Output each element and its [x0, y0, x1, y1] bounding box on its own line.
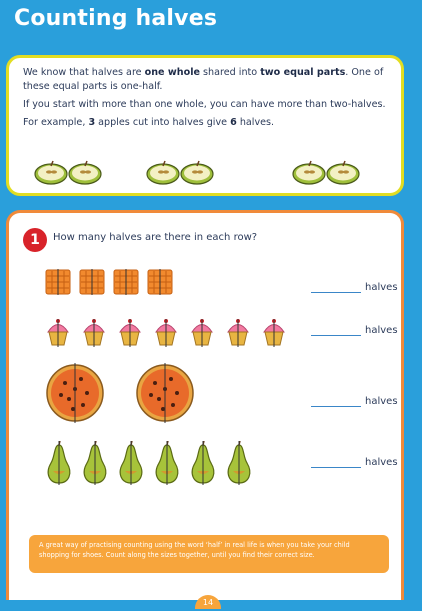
apple-half-icon: [291, 160, 327, 191]
answer-line[interactable]: [311, 292, 361, 293]
waffle-icon: [45, 269, 71, 299]
apple-half-icon: [33, 160, 69, 191]
intro-paragraph-1: We know that halves are one whole shared into two equal parts. One of these equal parts is one-half.: [23, 67, 384, 92]
page-title: Counting halves: [14, 6, 218, 31]
cupcake-icon: [153, 317, 179, 351]
pear-icon: [81, 441, 109, 489]
waffle-icon: [113, 269, 139, 299]
halves-label: halves: [365, 325, 398, 336]
pear-icon: [45, 441, 73, 489]
waffle-icon: [147, 269, 173, 299]
question-box: [6, 210, 404, 607]
cupcake-icon: [225, 317, 251, 351]
apple-halves-row: [33, 160, 393, 194]
pear-icon: [117, 441, 145, 489]
cupcake-icon: [117, 317, 143, 351]
question-number-badge: 1: [23, 228, 47, 252]
pear-icon: [153, 441, 181, 489]
apple-half-icon: [325, 160, 361, 191]
answer-line[interactable]: [311, 335, 361, 336]
intro-paragraph-2: If you start with more than one whole, you can have more than two-halves.: [23, 98, 386, 110]
answer-line[interactable]: [311, 406, 361, 407]
pear-icon: [189, 441, 217, 489]
pear-icon: [225, 441, 253, 489]
intro-paragraph-3: For example, 3 apples cut into halves give 6 halves.: [23, 116, 275, 128]
halves-label: halves: [365, 457, 398, 468]
halves-label: halves: [365, 396, 398, 407]
apple-half-icon: [67, 160, 103, 191]
halves-label: halves: [365, 282, 398, 293]
page-number: 14: [195, 595, 221, 609]
apple-half-icon: [179, 160, 215, 191]
apple-half-icon: [145, 160, 181, 191]
cupcake-icon: [261, 317, 287, 351]
waffle-icon: [79, 269, 105, 299]
cupcake-icon: [81, 317, 107, 351]
cupcake-icon: [45, 317, 71, 351]
pizza-icon: [135, 363, 195, 427]
question-text: How many halves are there in each row?: [53, 232, 258, 243]
intro-box: [6, 55, 404, 196]
pizza-icon: [45, 363, 105, 427]
answer-line[interactable]: [311, 467, 361, 468]
parent-tip: A great way of practising counting using the word ‘half’ in real life is when you take your child shopping for shoes. Count along the sizes together, until you find their correct size.: [29, 535, 389, 573]
cupcake-icon: [189, 317, 215, 351]
